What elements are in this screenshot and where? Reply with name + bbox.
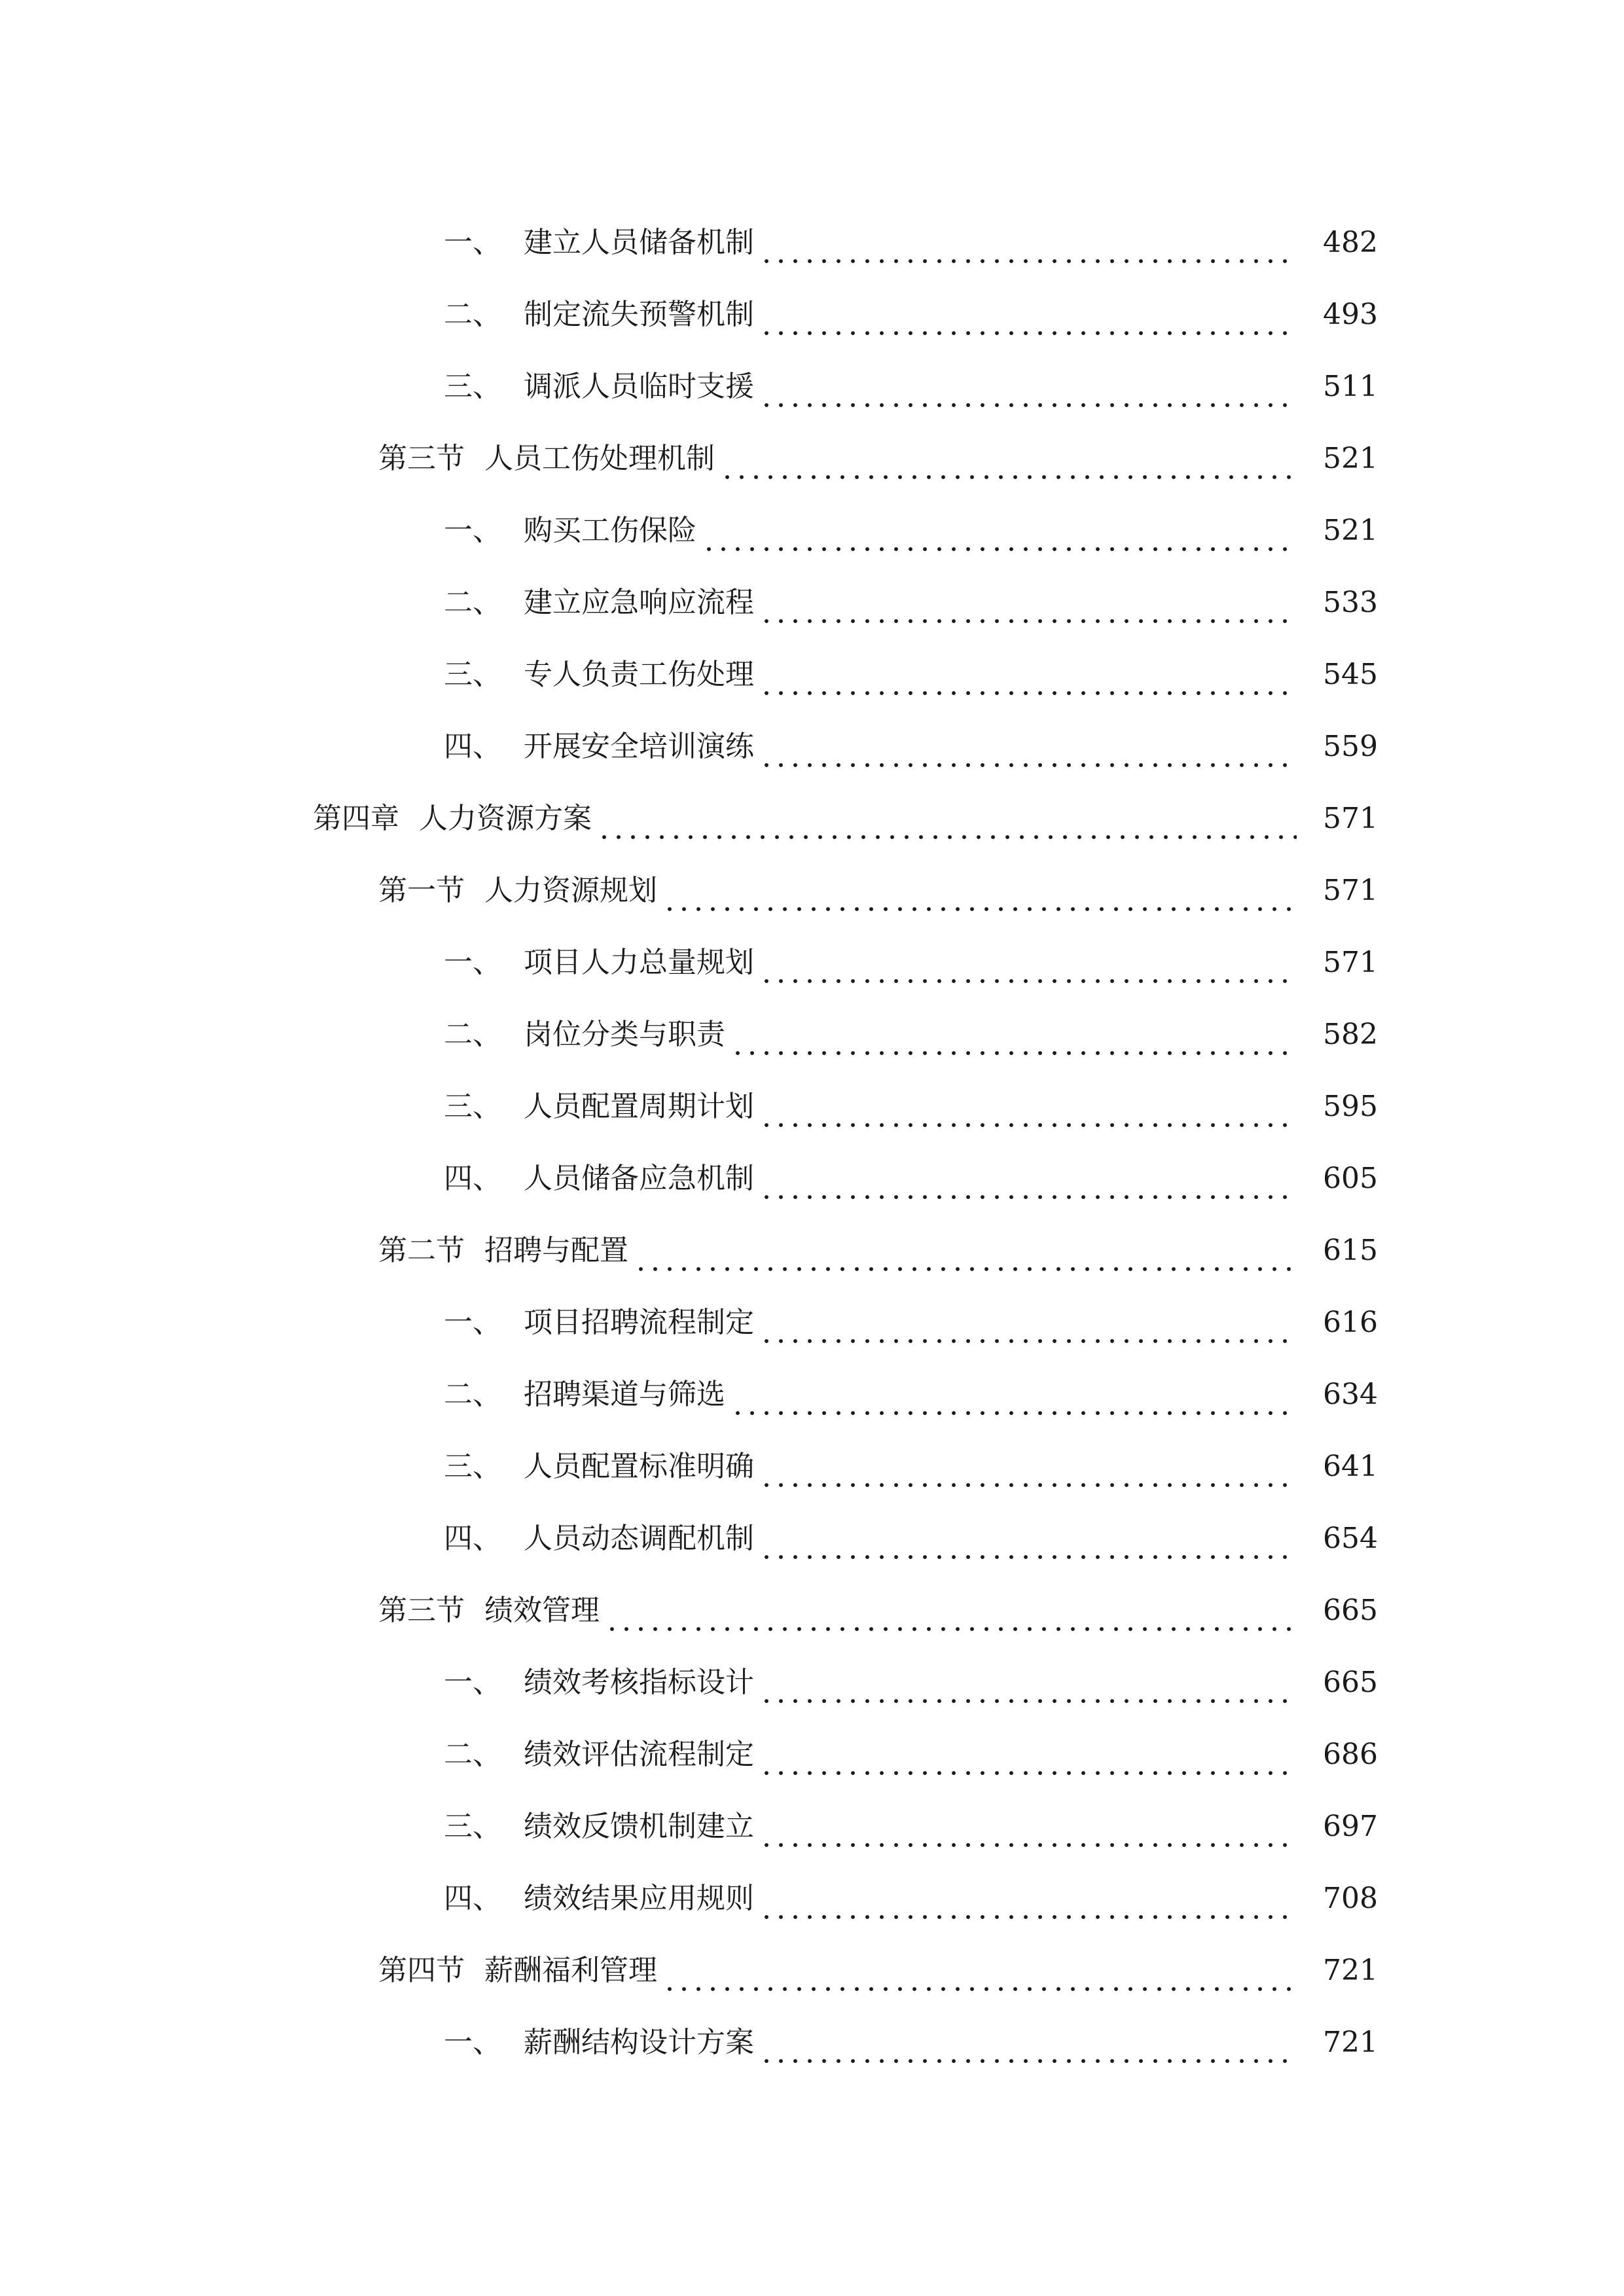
toc-entry-number: 二、 [444,586,501,619]
toc-entry-number: 三、 [444,1450,501,1483]
toc-entry-text [444,1087,754,1126]
dot-leader [597,812,1297,840]
toc-entry[interactable] [0,207,1624,279]
toc-page-number: 615 [1323,1234,1378,1267]
toc-entry-number: 第四章 [313,802,399,835]
toc-page-number: 559 [1323,730,1378,763]
toc-page-number: 595 [1323,1090,1378,1123]
toc-entry-text [444,223,754,262]
toc-entry-title: 开展安全培训演练 [524,730,754,763]
dot-leader [605,1604,1297,1632]
toc-entry[interactable] [0,783,1624,855]
toc-entry-title: 岗位分类与职责 [524,1018,725,1051]
dot-leader [759,1676,1297,1704]
dot-leader [759,1172,1297,1200]
dot-leader [759,1820,1297,1848]
toc-entry[interactable] [0,1431,1624,1503]
toc-entry[interactable] [0,1647,1624,1719]
toc-entry[interactable] [0,927,1624,999]
toc-entry[interactable] [0,1575,1624,1647]
toc-page-number: 571 [1323,802,1378,835]
toc-entry-number: 第二节 [378,1234,465,1267]
toc-entry[interactable] [0,711,1624,783]
toc-entry-title: 绩效反馈机制建立 [524,1810,754,1843]
toc-entry-title: 建立人员储备机制 [524,226,754,259]
toc-page-number: 686 [1323,1738,1378,1771]
toc-entry[interactable] [0,351,1624,423]
toc-entry-text [444,1375,725,1414]
toc-page-number: 634 [1323,1378,1378,1411]
toc-entry-number: 二、 [444,1018,501,1051]
toc-entry-number: 第三节 [378,442,465,475]
dot-leader [662,1964,1297,1992]
toc-entry-text [444,655,754,694]
toc-entry-number: 三、 [444,658,501,691]
toc-page-number: 641 [1323,1450,1378,1483]
toc-entry[interactable] [0,1359,1624,1431]
toc-entry-title: 制定流失预警机制 [524,298,754,331]
toc-entry-title: 人员动态调配机制 [524,1522,754,1555]
dot-leader [634,1244,1297,1272]
dot-leader [759,596,1297,624]
toc-page-number: 545 [1323,658,1378,691]
toc-entry-title: 人员配置周期计划 [524,1090,754,1123]
toc-entry-number: 第四节 [378,1954,465,1987]
toc-page-number: 482 [1323,226,1378,259]
toc-entry-title: 绩效评估流程制定 [524,1738,754,1771]
toc-page-number: 533 [1323,586,1378,619]
toc-entry[interactable] [0,1719,1624,1791]
toc-entry-title: 项目人力总量规划 [524,946,754,979]
toc-entry[interactable] [0,423,1624,495]
toc-entry-text [313,799,592,838]
dot-leader [731,1388,1297,1416]
dot-leader [759,1532,1297,1560]
toc-entry-number: 四、 [444,1522,501,1555]
toc-entry-number: 三、 [444,1810,501,1843]
toc-page-number: 616 [1323,1306,1378,1339]
toc-entry-number: 一、 [444,514,501,547]
toc-entry[interactable] [0,1935,1624,2007]
toc-entry-title: 人员储备应急机制 [524,1162,754,1195]
toc-entry-text [378,1591,600,1630]
toc-entry[interactable] [0,1791,1624,1863]
dot-leader [759,740,1297,768]
toc-entry-number: 三、 [444,370,501,403]
toc-entry-title: 调派人员临时支援 [524,370,754,403]
toc-entry-number: 二、 [444,1738,501,1771]
dot-leader [759,1892,1297,1920]
toc-entry-title: 招聘渠道与筛选 [524,1378,725,1411]
dot-leader [759,2036,1297,2064]
toc-page-number: 605 [1323,1162,1378,1195]
toc-page-number: 511 [1323,370,1378,403]
toc-entry-title: 人员工伤处理机制 [484,442,715,475]
dot-leader [759,236,1297,264]
toc-page-number: 571 [1323,874,1378,907]
toc-entry-title: 绩效管理 [484,1594,600,1627]
dot-leader [759,1316,1297,1344]
toc-entry-number: 三、 [444,1090,501,1123]
toc-entry-number: 一、 [444,1666,501,1699]
toc-entry[interactable] [0,2007,1624,2079]
toc-page-number: 654 [1323,1522,1378,1555]
toc-entry[interactable] [0,855,1624,927]
toc-entry-title: 人力资源规划 [484,874,657,907]
toc-entry-title: 招聘与配置 [484,1234,628,1267]
dot-leader [759,956,1297,984]
toc-entry-number: 一、 [444,2026,501,2059]
toc-entry-title: 专人负责工伤处理 [524,658,754,691]
toc-entry-text [444,1735,754,1774]
toc-page-number: 571 [1323,946,1378,979]
dot-leader [759,1748,1297,1776]
toc-entry-title: 人员配置标准明确 [524,1450,754,1483]
dot-leader [759,1100,1297,1128]
toc-entry-text [378,871,657,910]
toc-entry[interactable] [0,1071,1624,1143]
toc-entry-text [444,1519,754,1558]
toc-entry-text [444,583,754,622]
table-of-contents [0,207,1624,2079]
dot-leader [759,668,1297,696]
toc-entry[interactable] [0,495,1624,567]
toc-entry[interactable] [0,567,1624,639]
toc-entry-number: 二、 [444,1378,501,1411]
toc-page-number: 721 [1323,2026,1378,2059]
toc-entry-number: 一、 [444,1306,501,1339]
toc-entry-number: 四、 [444,1162,501,1195]
toc-page-number: 721 [1323,1954,1378,1987]
toc-entry-text [378,1951,657,1990]
dot-leader [662,884,1297,912]
toc-page-number: 665 [1323,1594,1378,1627]
dot-leader [702,524,1297,552]
toc-entry-number: 四、 [444,730,501,763]
toc-entry[interactable] [0,1215,1624,1287]
toc-page-number: 665 [1323,1666,1378,1699]
dot-leader [759,380,1297,408]
toc-entry-text [444,1447,754,1486]
toc-entry[interactable] [0,1863,1624,1935]
dot-leader [720,452,1297,480]
toc-entry-number: 一、 [444,946,501,979]
toc-entry-text [444,511,696,550]
toc-entry-text [444,943,754,982]
toc-entry-text [378,439,715,478]
toc-entry[interactable] [0,1503,1624,1575]
toc-entry-title: 购买工伤保险 [524,514,696,547]
toc-entry-number: 第三节 [378,1594,465,1627]
toc-entry[interactable] [0,1143,1624,1215]
toc-page-number: 493 [1323,298,1378,331]
toc-entry-title: 人力资源方案 [419,802,592,835]
toc-entry-text [444,367,754,406]
toc-entry-title: 绩效结果应用规则 [524,1882,754,1915]
toc-entry[interactable] [0,639,1624,711]
toc-entry[interactable] [0,1287,1624,1359]
toc-entry-text [444,1015,725,1054]
toc-entry-number: 二、 [444,298,501,331]
toc-entry-title: 项目招聘流程制定 [524,1306,754,1339]
toc-entry-text [378,1231,628,1270]
dot-leader [759,308,1297,336]
toc-entry-text [444,1663,754,1702]
toc-entry-text [444,1303,754,1342]
toc-page-number: 697 [1323,1810,1378,1843]
dot-leader [731,1028,1297,1056]
toc-entry-title: 薪酬结构设计方案 [524,2026,754,2059]
toc-entry-number: 一、 [444,226,501,259]
toc-entry[interactable] [0,999,1624,1071]
toc-entry-text [444,727,754,766]
toc-page-number: 521 [1323,442,1378,475]
toc-entry-text [444,295,754,334]
toc-entry-title: 薪酬福利管理 [484,1954,657,1987]
dot-leader [759,1460,1297,1488]
toc-entry-text [444,1159,754,1198]
toc-page-number: 521 [1323,514,1378,547]
toc-entry-text [444,2023,754,2062]
toc-entry[interactable] [0,279,1624,351]
toc-entry-title: 绩效考核指标设计 [524,1666,754,1699]
toc-entry-title: 建立应急响应流程 [524,586,754,619]
toc-entry-number: 第一节 [378,874,465,907]
toc-entry-number: 四、 [444,1882,501,1915]
toc-page-number: 582 [1323,1018,1378,1051]
toc-page-number: 708 [1323,1882,1378,1915]
toc-entry-text [444,1879,754,1918]
toc-entry-text [444,1807,754,1846]
